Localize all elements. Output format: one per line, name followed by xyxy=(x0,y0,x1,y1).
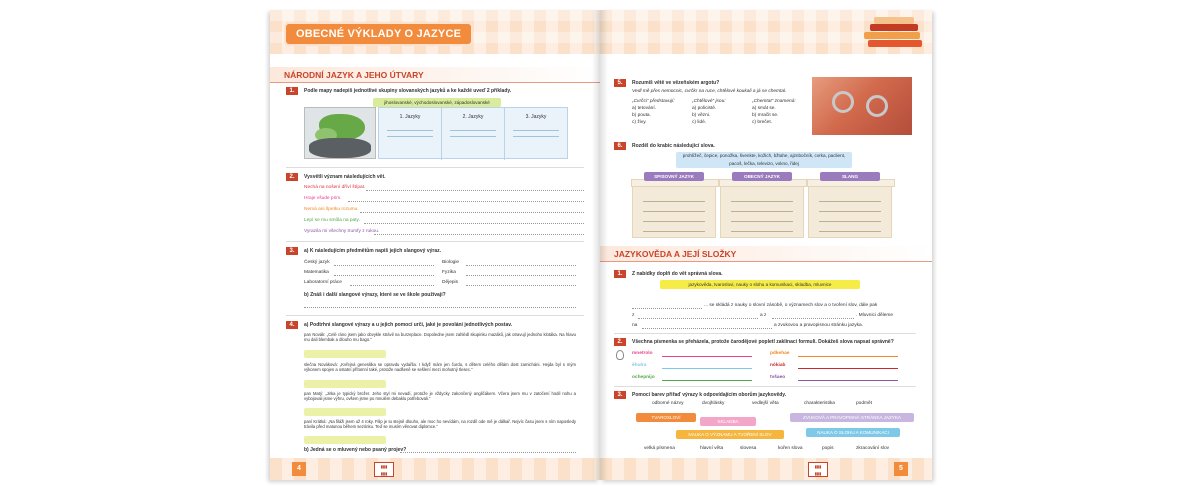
task-instruction: a) K následujícím předmětům napiš jejich slangový výraz. xyxy=(304,248,441,254)
dialogue-paragraph: pan Matý: „Jirka je typický brožer. Jeho styl mi nevadí, protože je vždycky zakončený angličákem. Včera jsem mu v zatočení hodil nohu a vybojovali jsme výhru, ovšem jsme po mnulém debaklu potřebovali.“ xyxy=(304,391,576,402)
term[interactable]: kořen slova xyxy=(778,446,803,451)
option[interactable]: a) smát se. xyxy=(752,106,776,111)
answer-line[interactable] xyxy=(772,318,854,319)
task-number: 2. xyxy=(286,173,298,181)
task-instruction: Z nabídky doplň do vět správná slova. xyxy=(632,271,723,277)
term[interactable]: velká písmena xyxy=(644,446,675,451)
option[interactable]: c) živy. xyxy=(632,120,647,125)
task-instruction: b) Jedná se o mluvený nebo psaný projev? xyxy=(304,447,407,453)
fill-in-text: a z xyxy=(760,313,767,318)
subject-label: Biologie xyxy=(442,260,460,265)
answer-line[interactable] xyxy=(366,190,584,191)
argot-quote: Vedl mě přes nemocnic, cvrčkr na ruce, chtělové koukali a já se chemtal. xyxy=(632,89,787,94)
fill-in-text: a zvukovou a pravopisnou stránku jazyka. xyxy=(774,323,864,328)
language-groups-table xyxy=(378,107,568,159)
scrambled-word: nókiab xyxy=(770,363,786,368)
question-head: „Chemtat“ znamená: xyxy=(752,99,796,104)
publisher-logo-icon: ▮▮▮ ▮▮▮ xyxy=(374,462,394,477)
task-instruction: Vysvětli význam následujících vět. xyxy=(304,174,386,180)
answer-line[interactable] xyxy=(360,212,584,213)
task-instruction: Rozděl do krabic následující slova. xyxy=(632,143,715,149)
answer-line[interactable] xyxy=(374,234,584,235)
task-number: 1. xyxy=(614,270,626,278)
answer-box[interactable] xyxy=(304,408,386,416)
option[interactable]: c) lidé. xyxy=(692,120,707,125)
category-chip[interactable]: ZVUKOVÁ A PRAVOPISNÁ STRÁNKA JAZYKA xyxy=(790,413,914,422)
publisher-logo-icon: ▮▮▮ ▮▮▮ xyxy=(808,462,828,477)
idiom-sentence: Nechá na nošení dříví štípat. xyxy=(304,185,366,190)
book-gutter xyxy=(592,10,608,480)
subject-label: Fyzika xyxy=(442,270,456,275)
idiom-sentence: Lepí se mu smůla na paty. xyxy=(304,218,360,223)
fill-in-text: na xyxy=(632,323,638,328)
sorting-box[interactable] xyxy=(720,182,804,238)
table-header: 1. Jazyky xyxy=(399,114,421,120)
term[interactable]: charakteristika xyxy=(804,401,835,406)
books-stack-icon xyxy=(862,14,928,52)
subject-label: Matematika xyxy=(304,270,329,275)
task-instruction: Podle mapy nadepiš jednotlivé skupiny slovanských jazyků a ke každé uveď 2 příklady. xyxy=(304,88,512,94)
task-number: 5. xyxy=(614,79,626,87)
task-instruction: Rozumíš větě ve vězeňském argotu? xyxy=(632,80,720,86)
answer-line[interactable] xyxy=(798,380,898,381)
answer-line[interactable] xyxy=(466,265,576,266)
answer-line[interactable] xyxy=(466,285,576,286)
scrambled-word: pdkehae xyxy=(770,351,790,356)
option[interactable]: a) tetování. xyxy=(632,106,656,111)
idiom-sentence: Hraje všude prim. xyxy=(304,196,342,201)
answer-line[interactable] xyxy=(662,380,752,381)
answer-box[interactable] xyxy=(304,380,386,388)
scrambled-word: ěhulra xyxy=(632,363,647,368)
table-header: 2. Jazyky xyxy=(462,114,484,120)
task-number: 2. xyxy=(614,338,626,346)
task-instruction: Pomocí barev přiřaď výrazy k odpovídajícím oborům jazykovědy. xyxy=(632,392,787,398)
option[interactable]: a) policisté. xyxy=(692,106,717,111)
answer-line[interactable] xyxy=(348,201,584,202)
scrambled-word: mnetrolo xyxy=(632,351,653,356)
term[interactable]: podmět xyxy=(856,401,872,406)
category-chip[interactable]: TVAROSLOVÍ xyxy=(636,413,696,422)
section-title-linguistics: JAZYKOVĚDA A JEJÍ SLOŽKY xyxy=(600,246,932,262)
box-label: OBECNÝ JAZYK xyxy=(732,172,792,181)
subject-label: Český jazyk xyxy=(304,260,330,265)
answer-line[interactable] xyxy=(662,368,752,369)
idiom-sentence: Nemá ani špetku rozumu. xyxy=(304,207,359,212)
table-header: 3. Jazyky xyxy=(525,114,547,120)
option[interactable]: c) brečet. xyxy=(752,120,772,125)
page-number: 5 xyxy=(894,462,908,476)
dialogue-paragraph: slečna Nováková: „Kvřejná generálka se opravdu vydařila. I když mám jen čurdu, s dětem celého dělám dost zamicháni. Hejda byl s mým výkonem spojen a ostatní přítomní také, protože nadšeně se sešlení mezi mohutný tlesec.“ xyxy=(304,362,576,373)
dialogue-paragraph: paní Krátká: „Na filáži jsem už 4 roky. Filip je tu stejně dlouho, ale moc ho nevídám, na rozdíl ode mě je dálkař. Nejvíc času jsem s ním naposledy trávila před matunou během sezónku. Teď se musím věnovat diplomce.“ xyxy=(304,419,576,430)
answer-line[interactable] xyxy=(642,328,772,329)
fill-in-text: . Mluvnici děleme xyxy=(856,313,894,318)
scrambled-word: ochepnijo xyxy=(632,375,655,380)
question-head: „Chtělové“ jsou: xyxy=(692,99,726,104)
scrambled-word: tvšaeo xyxy=(770,375,786,380)
textbook-spread xyxy=(270,10,932,480)
term[interactable]: popis xyxy=(822,446,834,451)
box-label: SLANG xyxy=(820,172,880,181)
task-number: 3. xyxy=(286,247,298,255)
option[interactable]: b) mračit se. xyxy=(752,113,779,118)
term[interactable]: dvojhlásky xyxy=(702,401,725,406)
bottom-pattern-band xyxy=(270,458,600,480)
term[interactable]: vedlejší věta xyxy=(752,401,779,406)
right-page xyxy=(600,10,932,480)
fill-in-text: z xyxy=(632,313,635,318)
left-page xyxy=(270,10,600,480)
category-chip[interactable]: SKLADBA xyxy=(700,417,756,426)
answer-line[interactable] xyxy=(334,275,434,276)
bottom-pattern-band xyxy=(600,458,932,480)
option[interactable]: b) vězni. xyxy=(692,113,711,118)
task-instruction: a) Podtrhni slangové výrazy a u jejich pomocí urči, jaké je povolání jednotlivých postav. xyxy=(304,322,513,328)
term[interactable]: hlavní věta xyxy=(700,446,724,451)
answer-box[interactable] xyxy=(304,436,386,444)
answer-box[interactable] xyxy=(304,350,386,358)
term[interactable]: zkracování slov xyxy=(856,446,890,451)
chapter-title: OBECNÉ VÝKLADY O JAZYCE xyxy=(286,24,471,44)
lightbulb-icon xyxy=(616,350,624,360)
answer-line[interactable] xyxy=(798,356,898,357)
sorting-box[interactable] xyxy=(808,182,892,238)
handcuffs-photo xyxy=(812,77,912,135)
answer-line[interactable] xyxy=(798,368,898,369)
answer-line[interactable] xyxy=(350,285,434,286)
europe-map-image xyxy=(304,107,376,159)
dialogue-paragraph: pan Novák: „Celé ráno jsem jako obvykle strávil na burzeplace. Dopoledne jsem zahlédl skupinku mazáků, jak otravují jednoho klotáka. Na hlavu mu dali blembak a dlouho mu bago.“ xyxy=(304,332,576,343)
answer-line[interactable] xyxy=(632,308,702,309)
answer-line[interactable] xyxy=(364,223,584,224)
word-bank-chip: jazykověda, tvaroslovi, nauky o slohu a komunikaci, skladba, mluvnice xyxy=(660,280,860,289)
option[interactable]: b) pouta. xyxy=(632,113,651,118)
task-instruction: Všechna písmenka se přeházela, protože čarodějové popletl zaklínací formuli. Dokážeš slova napsat správně? xyxy=(632,339,894,345)
sorting-box[interactable] xyxy=(632,182,716,238)
subject-label: Dějepis xyxy=(442,280,458,285)
page-number: 4 xyxy=(292,462,306,476)
subject-label: Laboratorní práce xyxy=(304,280,342,285)
category-chip[interactable]: NAUKA O SLOHU A KOMUNIKACI xyxy=(806,428,900,437)
task-instruction: b) Znáš i další slangové výrazy, které se ve škole používají? xyxy=(304,292,446,298)
box-label: SPISOVNÝ JAZYK xyxy=(644,172,704,181)
answer-line[interactable] xyxy=(400,452,576,453)
answer-line[interactable] xyxy=(334,265,434,266)
answer-line[interactable] xyxy=(466,275,576,276)
task-number: 3. xyxy=(614,391,626,399)
term[interactable]: odborné názvy xyxy=(652,401,684,406)
term[interactable]: slovesa xyxy=(740,446,757,451)
task-number: 4. xyxy=(286,321,298,329)
word-bank-chip: prohlížeč, čepice, ponožka, švenkte, kožich, bžtahe, ajznbočník, cvrka, paclient, pacoš, lečka, televizo, vokno, řidej xyxy=(676,152,852,168)
task-number: 6. xyxy=(614,142,626,150)
answer-line[interactable] xyxy=(662,356,752,357)
fill-in-text: ... se skládá z nauky o slovní zásobě, o významech slov a o tvoření slov, dále pak xyxy=(704,303,878,308)
word-bank-chip: jihoslovanské, východoslovanské, západoslovanské xyxy=(373,98,501,107)
section-title-national-language: NÁRODNÍ JAZYK A JEHO ÚTVARY xyxy=(270,67,600,83)
task-number: 1. xyxy=(286,87,298,95)
idiom-sentence: Vyrazila mi všechny trumfy z rukou. xyxy=(304,229,380,234)
category-chip[interactable]: NAUKA O VÝZNAMU A TVOŘENÍ SLOV xyxy=(676,430,784,439)
answer-line[interactable] xyxy=(638,318,758,319)
answer-line[interactable] xyxy=(304,307,576,308)
question-head: „Cvrčci“ představují: xyxy=(632,99,675,104)
